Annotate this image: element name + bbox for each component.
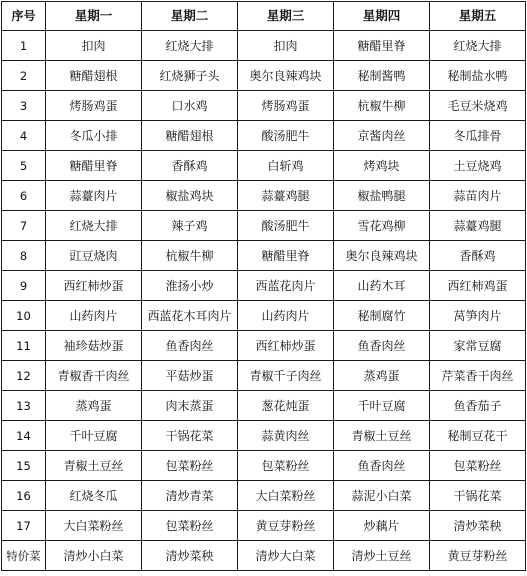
row-index-cell: 10 — [2, 301, 46, 331]
table-row — [2, 61, 526, 91]
table-row — [2, 391, 526, 421]
table-row — [2, 451, 526, 481]
dish-cell-friday: 清炒菜秧 — [430, 511, 526, 541]
dish-cell-thursday: 蒜泥小白菜 — [334, 481, 430, 511]
row-index-cell: 特价菜 — [2, 541, 46, 571]
dish-cell-wednesday: 酸汤肥牛 — [238, 211, 334, 241]
row-index-cell: 1 — [2, 31, 46, 61]
dish-cell-tuesday: 糖醋翅根 — [142, 121, 238, 151]
dish-cell-friday: 蒜苗肉片 — [430, 181, 526, 211]
dish-cell-monday: 大白菜粉丝 — [46, 511, 142, 541]
dish-cell-friday: 鱼香茄子 — [430, 391, 526, 421]
dish-cell-wednesday: 黄豆芽粉丝 — [238, 511, 334, 541]
dish-cell-monday: 青椒香干肉丝 — [46, 361, 142, 391]
table-row — [2, 301, 526, 331]
dish-cell-thursday: 青椒土豆丝 — [334, 421, 430, 451]
weekly-menu-table — [1, 1, 526, 571]
row-index-cell: 9 — [2, 271, 46, 301]
dish-cell-monday: 袖珍菇炒蛋 — [46, 331, 142, 361]
dish-cell-monday: 红烧大排 — [46, 211, 142, 241]
dish-cell-thursday: 雪花鸡柳 — [334, 211, 430, 241]
table-row — [2, 151, 526, 181]
table-row — [2, 31, 526, 61]
dish-cell-friday: 冬瓜排骨 — [430, 121, 526, 151]
dish-cell-tuesday: 辣子鸡 — [142, 211, 238, 241]
dish-cell-wednesday: 西蓝花肉片 — [238, 271, 334, 301]
dish-cell-wednesday: 山药肉片 — [238, 301, 334, 331]
dish-cell-thursday: 炒藕片 — [334, 511, 430, 541]
table-row — [2, 481, 526, 511]
dish-cell-wednesday: 蒜薹鸡腿 — [238, 181, 334, 211]
dish-cell-tuesday: 鱼香肉丝 — [142, 331, 238, 361]
table-row — [2, 541, 526, 571]
dish-cell-friday: 红烧大排 — [430, 31, 526, 61]
dish-cell-friday: 干锅花菜 — [430, 481, 526, 511]
header-friday: 星期五 — [430, 2, 526, 31]
table-row — [2, 121, 526, 151]
dish-cell-monday: 糖醋里脊 — [46, 151, 142, 181]
dish-cell-friday: 黄豆芽粉丝 — [430, 541, 526, 571]
dish-cell-thursday: 糖醋里脊 — [334, 31, 430, 61]
dish-cell-wednesday: 清炒大白菜 — [238, 541, 334, 571]
header-thursday: 星期四 — [334, 2, 430, 31]
header-tuesday: 星期二 — [142, 2, 238, 31]
table-row — [2, 331, 526, 361]
dish-cell-tuesday: 杭椒牛柳 — [142, 241, 238, 271]
dish-cell-thursday: 烤鸡块 — [334, 151, 430, 181]
table-row — [2, 91, 526, 121]
dish-cell-wednesday: 白斩鸡 — [238, 151, 334, 181]
dish-cell-monday: 糖醋翅根 — [46, 61, 142, 91]
dish-cell-tuesday: 红烧大排 — [142, 31, 238, 61]
row-index-cell: 8 — [2, 241, 46, 271]
row-index-cell: 6 — [2, 181, 46, 211]
dish-cell-thursday: 奥尔良辣鸡块 — [334, 241, 430, 271]
dish-cell-thursday: 椒盐鸭腿 — [334, 181, 430, 211]
dish-cell-monday: 清炒小白菜 — [46, 541, 142, 571]
dish-cell-wednesday: 西红柿炒蛋 — [238, 331, 334, 361]
dish-cell-thursday: 鱼香肉丝 — [334, 331, 430, 361]
dish-cell-monday: 红烧冬瓜 — [46, 481, 142, 511]
dish-cell-tuesday: 包菜粉丝 — [142, 451, 238, 481]
dish-cell-tuesday: 肉末蒸蛋 — [142, 391, 238, 421]
row-index-cell: 16 — [2, 481, 46, 511]
dish-cell-friday: 蒜薹鸡腿 — [430, 211, 526, 241]
dish-cell-wednesday: 奥尔良辣鸡块 — [238, 61, 334, 91]
dish-cell-friday: 秘制盐水鸭 — [430, 61, 526, 91]
dish-cell-wednesday: 大白菜粉丝 — [238, 481, 334, 511]
dish-cell-monday: 蒜薹肉片 — [46, 181, 142, 211]
dish-cell-tuesday: 淮扬小炒 — [142, 271, 238, 301]
table-row — [2, 271, 526, 301]
row-index-cell: 5 — [2, 151, 46, 181]
dish-cell-tuesday: 包菜粉丝 — [142, 511, 238, 541]
dish-cell-thursday: 鱼香肉丝 — [334, 451, 430, 481]
row-index-cell: 13 — [2, 391, 46, 421]
dish-cell-monday: 烤肠鸡蛋 — [46, 91, 142, 121]
dish-cell-monday: 蒸鸡蛋 — [46, 391, 142, 421]
dish-cell-monday: 青椒土豆丝 — [46, 451, 142, 481]
dish-cell-wednesday: 酸汤肥牛 — [238, 121, 334, 151]
dish-cell-tuesday: 平菇炒蛋 — [142, 361, 238, 391]
row-index-cell: 3 — [2, 91, 46, 121]
dish-cell-wednesday: 糖醋里脊 — [238, 241, 334, 271]
dish-cell-monday: 扣肉 — [46, 31, 142, 61]
table-row — [2, 211, 526, 241]
header-index: 序号 — [2, 2, 46, 31]
row-index-cell: 2 — [2, 61, 46, 91]
dish-cell-tuesday: 清炒青菜 — [142, 481, 238, 511]
header-row — [2, 2, 526, 31]
dish-cell-monday: 冬瓜小排 — [46, 121, 142, 151]
dish-cell-friday: 土豆烧鸡 — [430, 151, 526, 181]
dish-cell-monday: 豇豆烧肉 — [46, 241, 142, 271]
dish-cell-monday: 西红柿炒蛋 — [46, 271, 142, 301]
dish-cell-tuesday: 西蓝花木耳肉片 — [142, 301, 238, 331]
row-index-cell: 7 — [2, 211, 46, 241]
table-row — [2, 361, 526, 391]
dish-cell-wednesday: 青椒千子肉丝 — [238, 361, 334, 391]
dish-cell-thursday: 千叶豆腐 — [334, 391, 430, 421]
dish-cell-friday: 毛豆米烧鸡 — [430, 91, 526, 121]
dish-cell-tuesday: 椒盐鸡块 — [142, 181, 238, 211]
table-row — [2, 181, 526, 211]
menu-body — [2, 31, 526, 571]
dish-cell-friday: 西红柿鸡蛋 — [430, 271, 526, 301]
dish-cell-thursday: 山药木耳 — [334, 271, 430, 301]
dish-cell-tuesday: 干锅花菜 — [142, 421, 238, 451]
dish-cell-friday: 包菜粉丝 — [430, 451, 526, 481]
dish-cell-thursday: 秘制酱鸭 — [334, 61, 430, 91]
dish-cell-wednesday: 蒜黄肉丝 — [238, 421, 334, 451]
dish-cell-tuesday: 红烧狮子头 — [142, 61, 238, 91]
dish-cell-friday: 香酥鸡 — [430, 241, 526, 271]
dish-cell-wednesday: 包菜粉丝 — [238, 451, 334, 481]
dish-cell-tuesday: 香酥鸡 — [142, 151, 238, 181]
dish-cell-thursday: 蒸鸡蛋 — [334, 361, 430, 391]
row-index-cell: 4 — [2, 121, 46, 151]
dish-cell-thursday: 京酱肉丝 — [334, 121, 430, 151]
row-index-cell: 12 — [2, 361, 46, 391]
table-row — [2, 241, 526, 271]
dish-cell-wednesday: 烤肠鸡蛋 — [238, 91, 334, 121]
dish-cell-friday: 家常豆腐 — [430, 331, 526, 361]
dish-cell-thursday: 杭椒牛柳 — [334, 91, 430, 121]
dish-cell-wednesday: 扣肉 — [238, 31, 334, 61]
dish-cell-thursday: 秘制腐竹 — [334, 301, 430, 331]
table-row — [2, 421, 526, 451]
row-index-cell: 11 — [2, 331, 46, 361]
header-monday: 星期一 — [46, 2, 142, 31]
header-wednesday: 星期三 — [238, 2, 334, 31]
row-index-cell: 15 — [2, 451, 46, 481]
dish-cell-thursday: 清炒土豆丝 — [334, 541, 430, 571]
dish-cell-wednesday: 葱花炖蛋 — [238, 391, 334, 421]
dish-cell-monday: 山药肉片 — [46, 301, 142, 331]
dish-cell-friday: 秘制豆花干 — [430, 421, 526, 451]
dish-cell-tuesday: 口水鸡 — [142, 91, 238, 121]
dish-cell-tuesday: 清炒菜秧 — [142, 541, 238, 571]
row-index-cell: 17 — [2, 511, 46, 541]
dish-cell-friday: 芹菜香干肉丝 — [430, 361, 526, 391]
row-index-cell: 14 — [2, 421, 46, 451]
table-row — [2, 511, 526, 541]
dish-cell-friday: 莴笋肉片 — [430, 301, 526, 331]
dish-cell-monday: 千叶豆腐 — [46, 421, 142, 451]
